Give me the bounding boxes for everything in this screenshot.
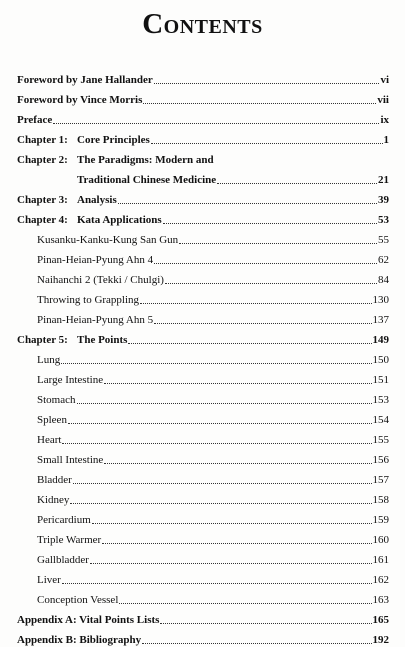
toc-entry-label: Pinan-Heian-Pyung Ahn 5 xyxy=(37,314,154,326)
toc-entry-label: Kusanku-Kanku-Kung San Gun xyxy=(37,234,179,246)
toc-entry xyxy=(17,387,389,407)
toc-entry-page: 151 xyxy=(372,374,389,386)
toc-entry xyxy=(17,487,389,507)
toc-entry-page: 192 xyxy=(372,634,389,646)
toc-entry-label: Appendix B: Bibliography xyxy=(17,634,142,646)
toc-entry xyxy=(17,587,389,607)
dot-leader xyxy=(217,183,377,184)
toc-entry-page: 153 xyxy=(372,394,389,406)
toc-chapter-entry xyxy=(17,187,389,207)
toc-entry-label: Large Intestine xyxy=(37,374,104,386)
toc-entry-label: Foreword by Jane Hallander xyxy=(17,74,153,86)
dot-leader xyxy=(154,323,371,324)
toc-entry-label: Conception Vessel xyxy=(37,594,119,606)
toc-chapter-entry xyxy=(17,207,389,227)
toc-chapter-entry xyxy=(17,127,389,147)
toc-entry-label: Kidney xyxy=(37,494,70,506)
toc-entry xyxy=(17,367,389,387)
dot-leader xyxy=(104,383,371,384)
toc-entry-label: Small Intestine xyxy=(37,454,104,466)
toc-entry-page: 1 xyxy=(383,134,389,146)
toc-entry-label: Pinan-Heian-Pyung Ahn 4 xyxy=(37,254,154,266)
dot-leader xyxy=(179,243,377,244)
toc-entry-page: 39 xyxy=(378,194,389,206)
dot-leader xyxy=(119,603,371,604)
toc-entry-page: 62 xyxy=(378,254,389,266)
dot-leader xyxy=(140,303,371,304)
chapter-title: Analysis xyxy=(77,194,117,206)
dot-leader xyxy=(163,223,377,224)
toc-entry-label: Heart xyxy=(37,434,62,446)
toc-entry-label: Foreword by Vince Morris xyxy=(17,94,143,106)
dot-leader xyxy=(128,343,371,344)
dot-leader xyxy=(154,83,380,84)
toc-entry-label: Preface xyxy=(17,114,53,126)
dot-leader xyxy=(62,583,372,584)
toc-entry-page: 157 xyxy=(372,474,389,486)
toc-entry xyxy=(17,547,389,567)
chapter-title: Core Principles xyxy=(77,134,150,146)
toc-entry-label: Lung xyxy=(37,354,61,366)
toc-entry-page: 154 xyxy=(372,414,389,426)
toc-entry xyxy=(17,507,389,527)
dot-leader xyxy=(61,363,371,364)
toc-entry-page: 130 xyxy=(372,294,389,306)
toc-entry-page: ix xyxy=(380,114,389,126)
toc-entry-page: 150 xyxy=(372,354,389,366)
toc-entry-page: 149 xyxy=(372,334,389,346)
dot-leader xyxy=(62,443,371,444)
toc-entry-page: vii xyxy=(377,94,389,106)
toc-entry xyxy=(17,287,389,307)
chapter-number: Chapter 1: xyxy=(17,134,68,146)
dot-leader xyxy=(104,463,371,464)
toc-entry-label: Spleen xyxy=(37,414,67,426)
toc-chapter-entry xyxy=(17,147,389,167)
dot-leader xyxy=(92,523,372,524)
toc-entry xyxy=(17,567,389,587)
toc-entry xyxy=(17,247,389,267)
toc-entry xyxy=(17,267,389,287)
toc-entry xyxy=(17,167,389,187)
dot-leader xyxy=(77,403,372,404)
table-of-contents xyxy=(17,66,389,647)
dot-leader xyxy=(73,483,372,484)
dot-leader xyxy=(160,623,371,624)
toc-entry-label: Pericardium xyxy=(37,514,91,526)
toc-entry-label: Throwing to Grappling xyxy=(37,294,140,306)
toc-entry-label: Appendix A: Vital Points Lists xyxy=(17,614,160,626)
dot-leader xyxy=(151,143,383,144)
chapter-title: The Paradigms: Modern and xyxy=(77,154,214,166)
toc-entry-page: 21 xyxy=(378,174,389,186)
dot-leader xyxy=(53,123,379,124)
toc-entry xyxy=(17,107,389,127)
toc-entry xyxy=(17,607,389,627)
toc-entry-label: Traditional Chinese Medicine xyxy=(77,174,217,186)
chapter-number: Chapter 2: xyxy=(17,154,68,166)
toc-entry xyxy=(17,227,389,247)
toc-entry-page: 162 xyxy=(372,574,389,586)
toc-entry-page: 53 xyxy=(378,214,389,226)
toc-entry-page: 158 xyxy=(372,494,389,506)
toc-entry-page: 55 xyxy=(378,234,389,246)
toc-entry-page: 160 xyxy=(372,534,389,546)
toc-entry xyxy=(17,347,389,367)
toc-entry xyxy=(17,407,389,427)
toc-entry-label: Gallbladder xyxy=(37,554,89,566)
toc-entry xyxy=(17,467,389,487)
toc-entry xyxy=(17,527,389,547)
toc-entry xyxy=(17,447,389,467)
toc-entry xyxy=(17,427,389,447)
toc-entry-label: Bladder xyxy=(37,474,72,486)
toc-entry-label: Naihanchi 2 (Tekki / Chulgi) xyxy=(37,274,164,286)
toc-entry-page: 165 xyxy=(372,614,389,626)
toc-entry-page: 156 xyxy=(372,454,389,466)
chapter-number: Chapter 5: xyxy=(17,334,68,346)
toc-entry xyxy=(17,627,389,647)
toc-entry-page: 137 xyxy=(372,314,389,326)
dot-leader xyxy=(165,283,377,284)
toc-chapter-entry xyxy=(17,327,389,347)
toc-entry xyxy=(17,66,389,87)
toc-entry-page: 84 xyxy=(378,274,389,286)
chapter-number: Chapter 3: xyxy=(17,194,68,206)
chapter-title: Kata Applications xyxy=(77,214,162,226)
dot-leader xyxy=(90,563,372,564)
dot-leader xyxy=(70,503,371,504)
chapter-number: Chapter 4: xyxy=(17,214,68,226)
toc-entry-label: Triple Warmer xyxy=(37,534,102,546)
dot-leader xyxy=(154,263,377,264)
page-title: Contents xyxy=(142,8,263,40)
dot-leader xyxy=(142,643,371,644)
dot-leader xyxy=(102,543,371,544)
toc-entry-page: 163 xyxy=(372,594,389,606)
dot-leader xyxy=(68,423,372,424)
dot-leader xyxy=(118,203,377,204)
toc-entry xyxy=(17,307,389,327)
toc-entry-label: Stomach xyxy=(37,394,76,406)
toc-entry-page: 159 xyxy=(372,514,389,526)
toc-entry xyxy=(17,87,389,107)
chapter-title: The Points xyxy=(77,334,128,346)
dot-leader xyxy=(143,103,376,104)
toc-entry-page: 161 xyxy=(372,554,389,566)
toc-entry-page: vi xyxy=(380,74,389,86)
toc-entry-label: Liver xyxy=(37,574,61,586)
toc-entry-page: 155 xyxy=(372,434,389,446)
